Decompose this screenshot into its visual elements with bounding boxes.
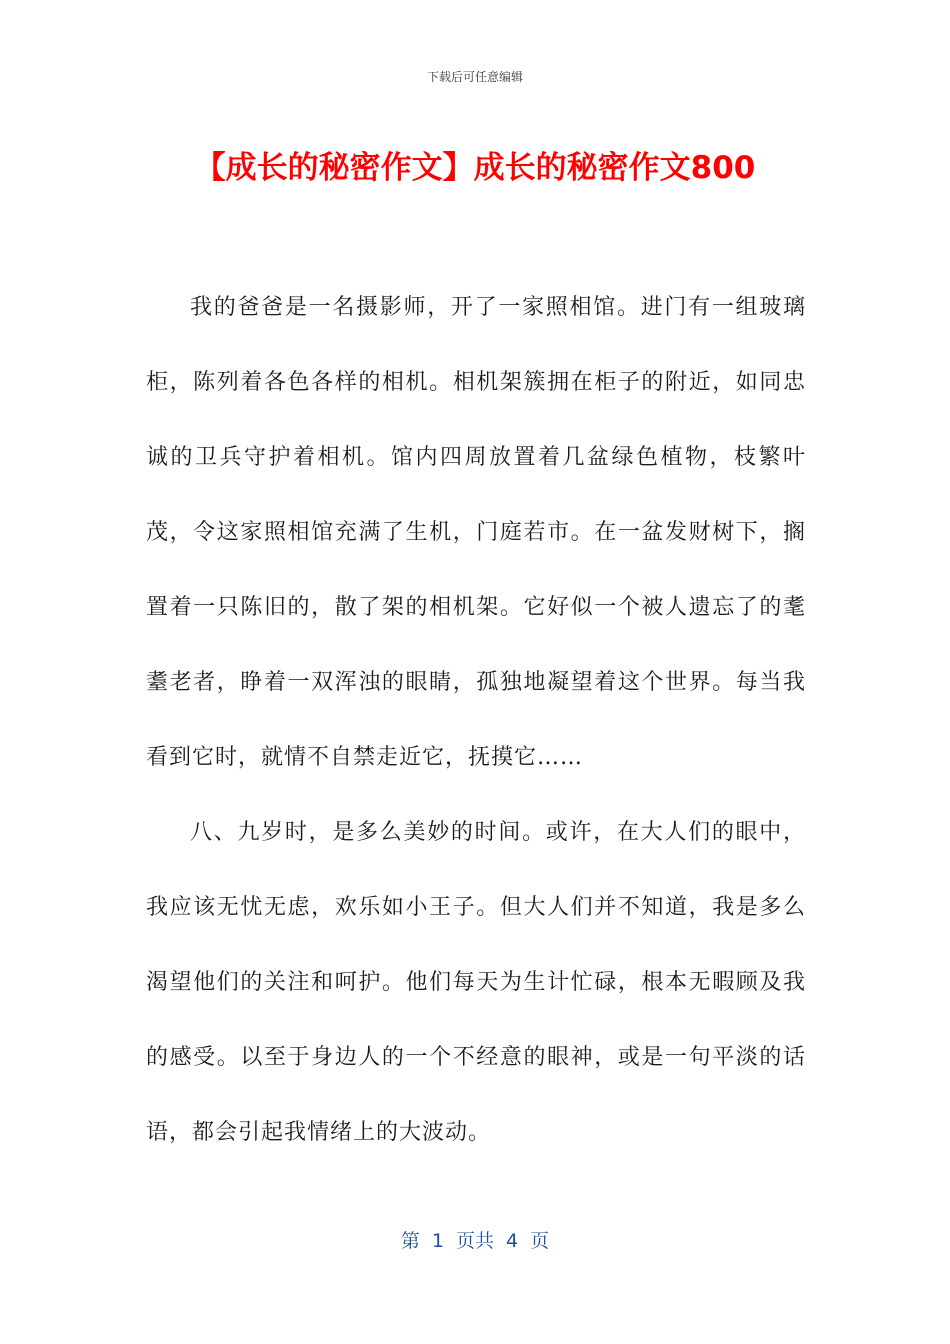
document-title: 【成长的秘密作文】成长的秘密作文800 bbox=[194, 150, 756, 186]
header-note: 下载后可任意编辑 bbox=[426, 70, 523, 84]
document-body bbox=[146, 270, 806, 1170]
page-number-text: 第 1 页共 4 页 bbox=[400, 1230, 550, 1252]
paragraph-1: 我的爸爸是一名摄影师，开了一家照相馆。进门有一组玻璃柜，陈列着各色各样的相机。相机架簇拥在柜子的附近，如同忠诚的卫兵守护着相机。馆内四周放置着几盆绿色植物，枝繁叶茂，令这家照相馆充满了生机，门庭若市。在一盆发财树下，搁置着一只陈旧的，散了架的相机架。它好似一个被人遗忘了的耄耋老者，睁着一双浑浊的眼睛，孤独地凝望着这个世界。每当我看到它时，就情不自禁走近它，抚摸它…… bbox=[146, 295, 806, 770]
page-number-footer bbox=[0, 1226, 950, 1253]
paragraph-2: 八、九岁时，是多么美妙的时间。或许，在大人们的眼中，我应该无忧无虑，欢乐如小王子。但大人们并不知道，我是多么渴望他们的关注和呵护。他们每天为生计忙碌，根本无暇顾及我的感受。以至于身边人的一个不经意的眼神，或是一句平淡的话语，都会引起我情绪上的大波动。 bbox=[146, 820, 806, 1145]
